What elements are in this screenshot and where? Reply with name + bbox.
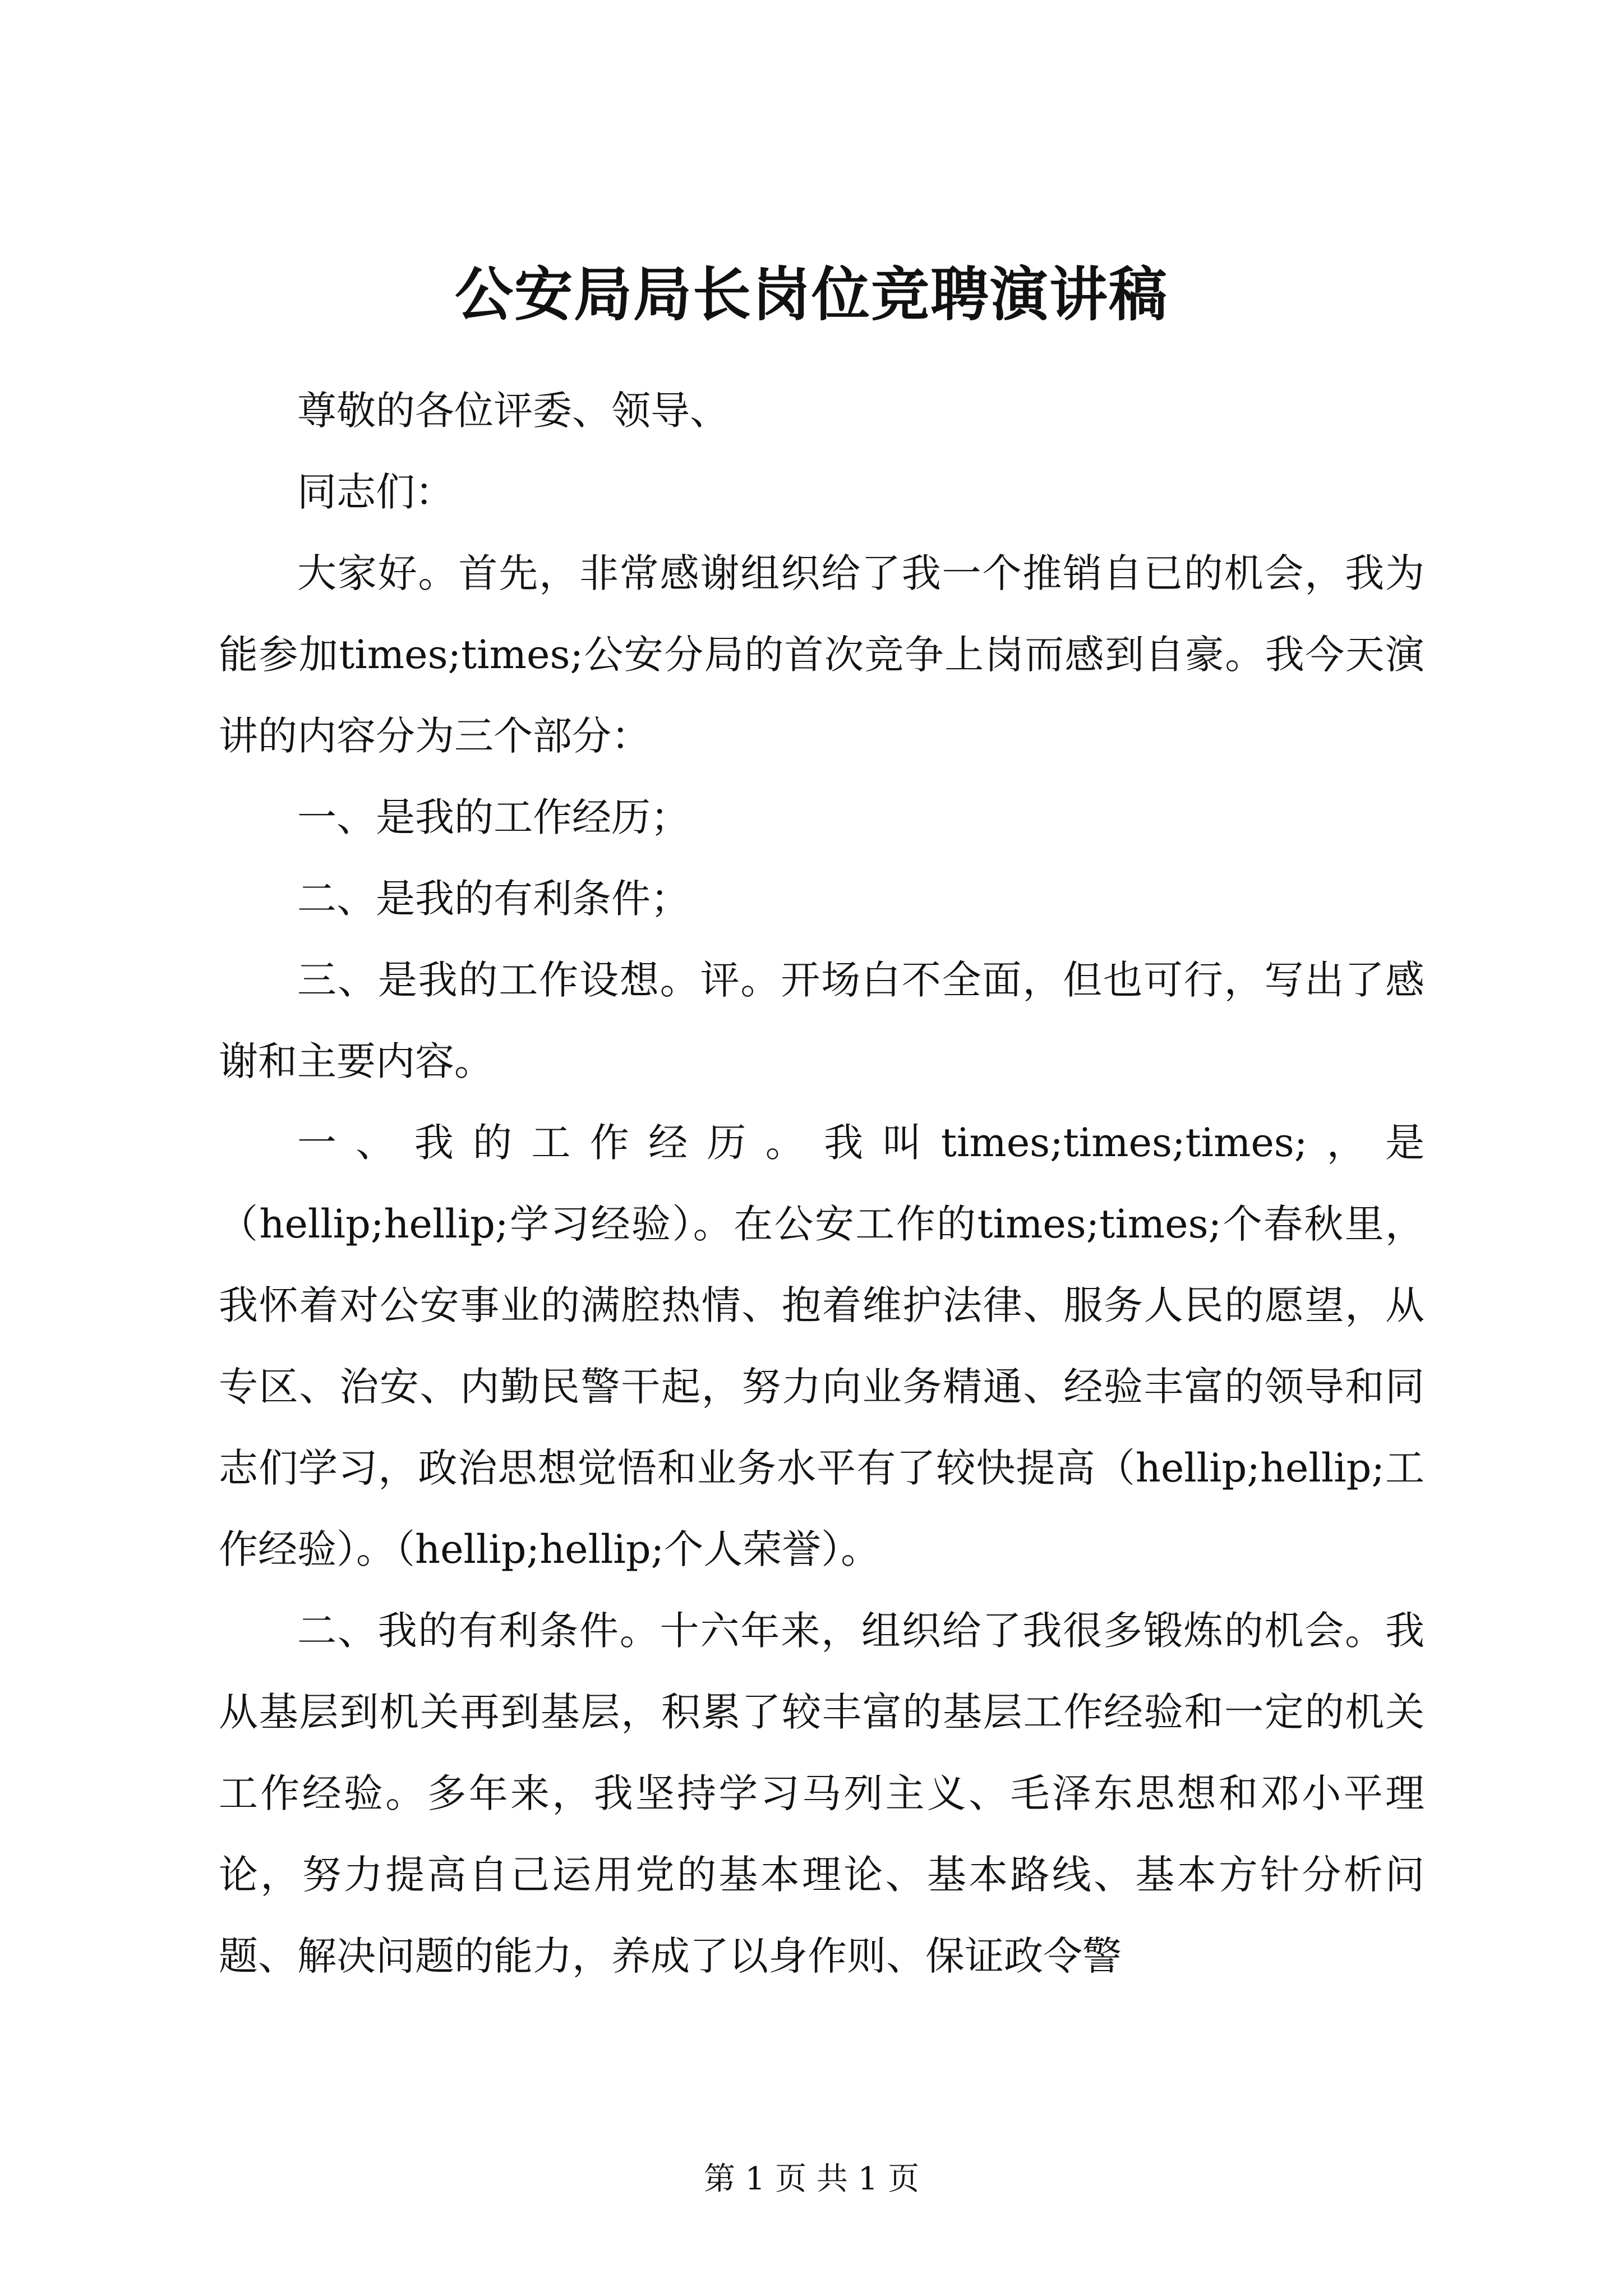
document-body bbox=[219, 370, 1424, 1997]
page-footer: 第 1 页 共 1 页 bbox=[703, 2161, 920, 2197]
paragraph-greeting: 大家好。首先，非常感谢组织给了我一个推销自已的机会，我为能参加times;times;公安分局的首次竞争上岗而感到自豪。我今天演讲的内容分为三个部分： bbox=[219, 550, 1424, 759]
salutation-line-1: 尊敬的各位评委、领导、 bbox=[297, 388, 729, 434]
outline-item-1: 一、是我的工作经历； bbox=[297, 794, 690, 840]
paragraph-advantages: 二、我的有利条件。十六年来，组织给了我很多锻炼的机会。我从基层到机关再到基层，积累了较丰富的基层工作经验和一定的机关工作经验。多年来，我坚持学习马列主义、毛泽东思想和邓小平理论，努力提高自己运用党的基本理论、基本路线、基本方针分析问题、解决问题的能力，养成了以身作则、保证政令警 bbox=[219, 1608, 1424, 1979]
paragraph-work-history: 一、我的工作经历。我叫times;times;times;，是（hellip;hellip;学习经验）。在公安工作的times;times;个春秋里，我怀着对公安事业的满腔热情、抱着维护法律、服务人民的愿望，从专区、治安、内勤民警干起，努力向业务精通、经验丰富的领导和同志们学习，政治思想觉悟和业务水平有了较快提高（hellip;hellip;工作经验）。（hellip;hellip;个人荣誉）。 bbox=[219, 1120, 1424, 1572]
document-title: 公安局局长岗位竞聘演讲稿 bbox=[454, 260, 1168, 329]
outline-item-2: 二、是我的有利条件； bbox=[297, 876, 690, 922]
outline-item-3: 三、是我的工作设想。评。开场白不全面，但也可行，写出了感谢和主要内容。 bbox=[219, 957, 1424, 1084]
salutation-line-2: 同志们： bbox=[297, 469, 454, 515]
